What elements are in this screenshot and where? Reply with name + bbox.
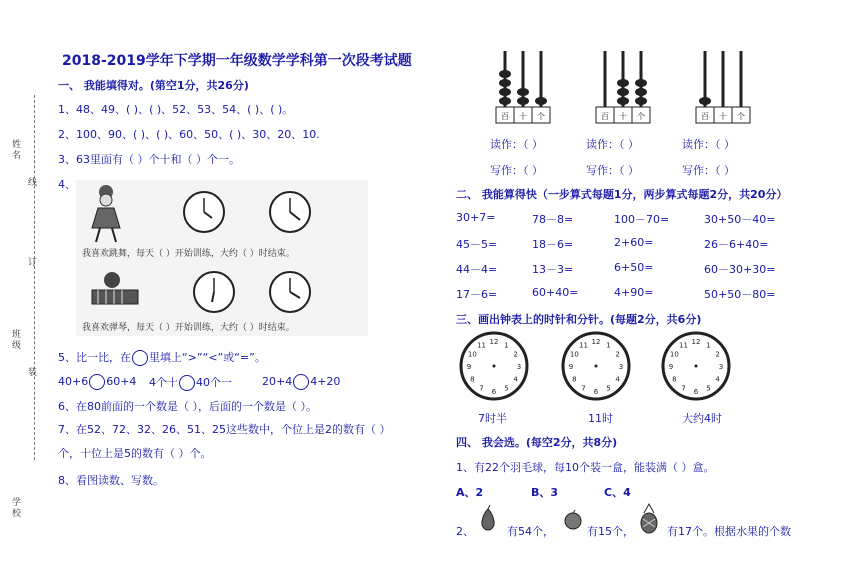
pineapple-icon [637, 504, 661, 534]
abacus-2-read: 读作：（ ） [586, 138, 639, 151]
option-c[interactable]: C、4 [604, 486, 631, 499]
question-1: 1、48、49、( )、( )、52、53、54、( )、( )。 [58, 103, 294, 116]
compare-3-circle[interactable] [293, 374, 309, 390]
svg-text:9: 9 [466, 363, 472, 371]
svg-text:4: 4 [715, 375, 720, 384]
clock-icon-piano-end [270, 272, 310, 312]
calc-item: 17－6= [456, 288, 498, 301]
abacus-pictures [486, 45, 756, 130]
margin-class-label: 班级 [12, 330, 22, 351]
svg-text:8: 8 [572, 375, 577, 384]
compare-1-right: 60+4 [106, 375, 137, 388]
calc-item: 26－6+40= [704, 238, 769, 251]
dance-caption: 我喜欢跳舞，每天（ ）开始训练，大约（ ）时结束。 [82, 249, 295, 259]
svg-text:10: 10 [669, 350, 679, 359]
question-2: 2、100、90、( )、( )、60、50、( )、30、20、10. [58, 128, 320, 141]
compare-2-right: 40个一 [196, 376, 232, 389]
piano-caption: 我喜欢弹琴，每天（ ）开始训练，大约（ ）时结束。 [82, 323, 295, 333]
option-b[interactable]: B、3 [531, 486, 559, 499]
svg-text:10: 10 [569, 350, 579, 359]
section2-heading: 二、 我能算得快（一步算式每题1分，两步算式每题2分，共20分） [456, 188, 788, 201]
calc-item: 45－5= [456, 238, 498, 251]
svg-text:2: 2 [513, 350, 518, 359]
blank-clock-2 [563, 333, 629, 399]
svg-text:6: 6 [593, 388, 599, 396]
compare-circle-icon [132, 350, 148, 366]
svg-text:个: 个 [737, 112, 745, 121]
section4-question-1: 1、有22个羽毛球，每10个装一盒，能装满（ ）盒。 [456, 461, 715, 474]
blank-clock-faces [456, 330, 756, 406]
margin-ding-label: 订 [28, 258, 38, 268]
calc-item: 6+50= [614, 261, 654, 274]
clock-icon-piano-start [194, 272, 234, 312]
compare-1-circle[interactable] [89, 374, 105, 390]
margin-zhuang-label: 装 [28, 368, 38, 378]
margin-school-label: 学校 [12, 498, 22, 519]
calc-item: 60+40= [532, 286, 579, 299]
abacus-3 [696, 51, 750, 123]
calc-item: 30+50－40= [704, 213, 776, 226]
calc-item: 30+7= [456, 211, 496, 224]
svg-text:3: 3 [516, 363, 522, 371]
calc-item: 4+90= [614, 286, 654, 299]
svg-text:3: 3 [718, 363, 724, 371]
section4-heading: 四、 我会选。(每空2分，共8分) [456, 436, 618, 449]
calc-item: 18－6= [532, 238, 574, 251]
svg-text:2: 2 [715, 350, 720, 359]
compare-3-right: 4+20 [310, 375, 341, 388]
svg-text:12: 12 [489, 338, 499, 346]
calc-item: 44－4= [456, 263, 498, 276]
svg-text:10: 10 [467, 350, 477, 359]
calc-item: 100－70= [614, 213, 670, 226]
compare-2-left: 4个十 [149, 376, 178, 389]
question-5 [58, 349, 266, 366]
calc-item: 2+60= [614, 236, 654, 249]
svg-text:7: 7 [581, 384, 586, 393]
abacus-1-read: 读作：（ ） [490, 138, 543, 151]
dancer-figure-icon [92, 185, 120, 242]
pear-icon [478, 505, 498, 531]
svg-text:个: 个 [637, 112, 645, 121]
calc-item: 60－30+30= [704, 263, 776, 276]
svg-text:1: 1 [606, 341, 611, 350]
svg-text:11: 11 [679, 341, 688, 350]
clock-label-3: 大约4时 [682, 412, 722, 425]
svg-text:12: 12 [591, 338, 601, 346]
page-title: 2018-2019学年下学期一年级数学学科第一次段考试题 [62, 53, 412, 69]
question-5-text-a: 5、比一比，在 [58, 351, 131, 364]
binding-dashed-line [34, 95, 35, 460]
abacus-2 [596, 51, 650, 123]
svg-text:百: 百 [501, 112, 509, 121]
section4-pineapple-count: 有17个。根据水果的个数 [667, 525, 791, 538]
svg-text:个: 个 [537, 112, 545, 121]
svg-text:4: 4 [513, 375, 518, 384]
compare-1 [58, 374, 136, 390]
svg-text:7: 7 [681, 384, 686, 393]
svg-text:9: 9 [568, 363, 574, 371]
question-6: 6、在80前面的一个数是（ ），后面的一个数是（ ）。 [58, 400, 317, 413]
question-8: 8、看图读数、写数。 [58, 474, 164, 487]
clock-icon-dance-start [184, 192, 224, 232]
svg-text:12: 12 [691, 338, 701, 346]
clock-label-1: 7时半 [478, 412, 507, 425]
compare-3-left: 20+4 [262, 375, 293, 388]
svg-text:5: 5 [606, 384, 611, 393]
question-3: 3、63里面有（ ）个十和（ ）个一。 [58, 153, 240, 166]
apple-icon [562, 510, 584, 530]
svg-text:5: 5 [706, 384, 711, 393]
abacus-3-read: 读作：（ ） [682, 138, 735, 151]
question-7b: 个，十位上是5的数有（ ）个。 [58, 447, 212, 460]
section4-apple-count: 有15个， [587, 525, 634, 538]
abacus-2-write: 写作：（ ） [586, 164, 639, 177]
abacus-3-write: 写作：（ ） [682, 164, 735, 177]
svg-text:7: 7 [479, 384, 484, 393]
clock-label-2: 11时 [588, 412, 613, 425]
svg-text:3: 3 [618, 363, 624, 371]
calc-item: 78－8= [532, 213, 574, 226]
piano-player-icon [92, 272, 138, 304]
svg-text:6: 6 [693, 388, 699, 396]
svg-text:1: 1 [706, 341, 711, 350]
svg-text:9: 9 [668, 363, 674, 371]
compare-3 [262, 374, 340, 390]
svg-text:4: 4 [615, 375, 620, 384]
svg-text:百: 百 [601, 112, 609, 121]
svg-text:十: 十 [619, 112, 627, 121]
calc-item: 13－3= [532, 263, 574, 276]
margin-name-label: 姓名 [12, 140, 22, 161]
svg-text:十: 十 [719, 112, 727, 121]
section4-pear-count: 有54个， [507, 525, 554, 538]
option-a[interactable]: A、2 [456, 486, 484, 499]
question-4-number: 4、 [58, 178, 76, 191]
section3-heading: 三、画出钟表上的时针和分针。(每题2分，共6分) [456, 313, 702, 326]
svg-text:6: 6 [491, 388, 497, 396]
abacus-1-write: 写作：（ ） [490, 164, 543, 177]
clock-icon-dance-end [270, 192, 310, 232]
question-7a: 7、在52、72、32、26、51、25这些数中，个位上是2的数有（ ） [58, 423, 391, 436]
blank-clock-3 [663, 333, 729, 399]
abacus-1 [496, 51, 550, 123]
svg-text:5: 5 [504, 384, 509, 393]
section1-heading: 一、 我能填得对。(第空1分，共26分) [58, 79, 249, 92]
svg-text:1: 1 [504, 341, 509, 350]
svg-text:11: 11 [477, 341, 486, 350]
svg-text:8: 8 [470, 375, 475, 384]
svg-text:2: 2 [615, 350, 620, 359]
calc-item: 50+50－80= [704, 288, 776, 301]
svg-text:百: 百 [701, 112, 709, 121]
svg-text:8: 8 [672, 375, 677, 384]
svg-text:十: 十 [519, 112, 527, 121]
blank-clock-1 [461, 333, 527, 399]
compare-2 [149, 374, 232, 391]
section4-question-2-number: 2、 [456, 525, 474, 538]
compare-2-circle[interactable] [179, 375, 195, 391]
svg-text:11: 11 [579, 341, 588, 350]
margin-line-label: 线 [28, 178, 38, 188]
question-5-text-b: 里填上“>”“<”或“=”。 [149, 351, 266, 364]
compare-1-left: 40+6 [58, 375, 89, 388]
